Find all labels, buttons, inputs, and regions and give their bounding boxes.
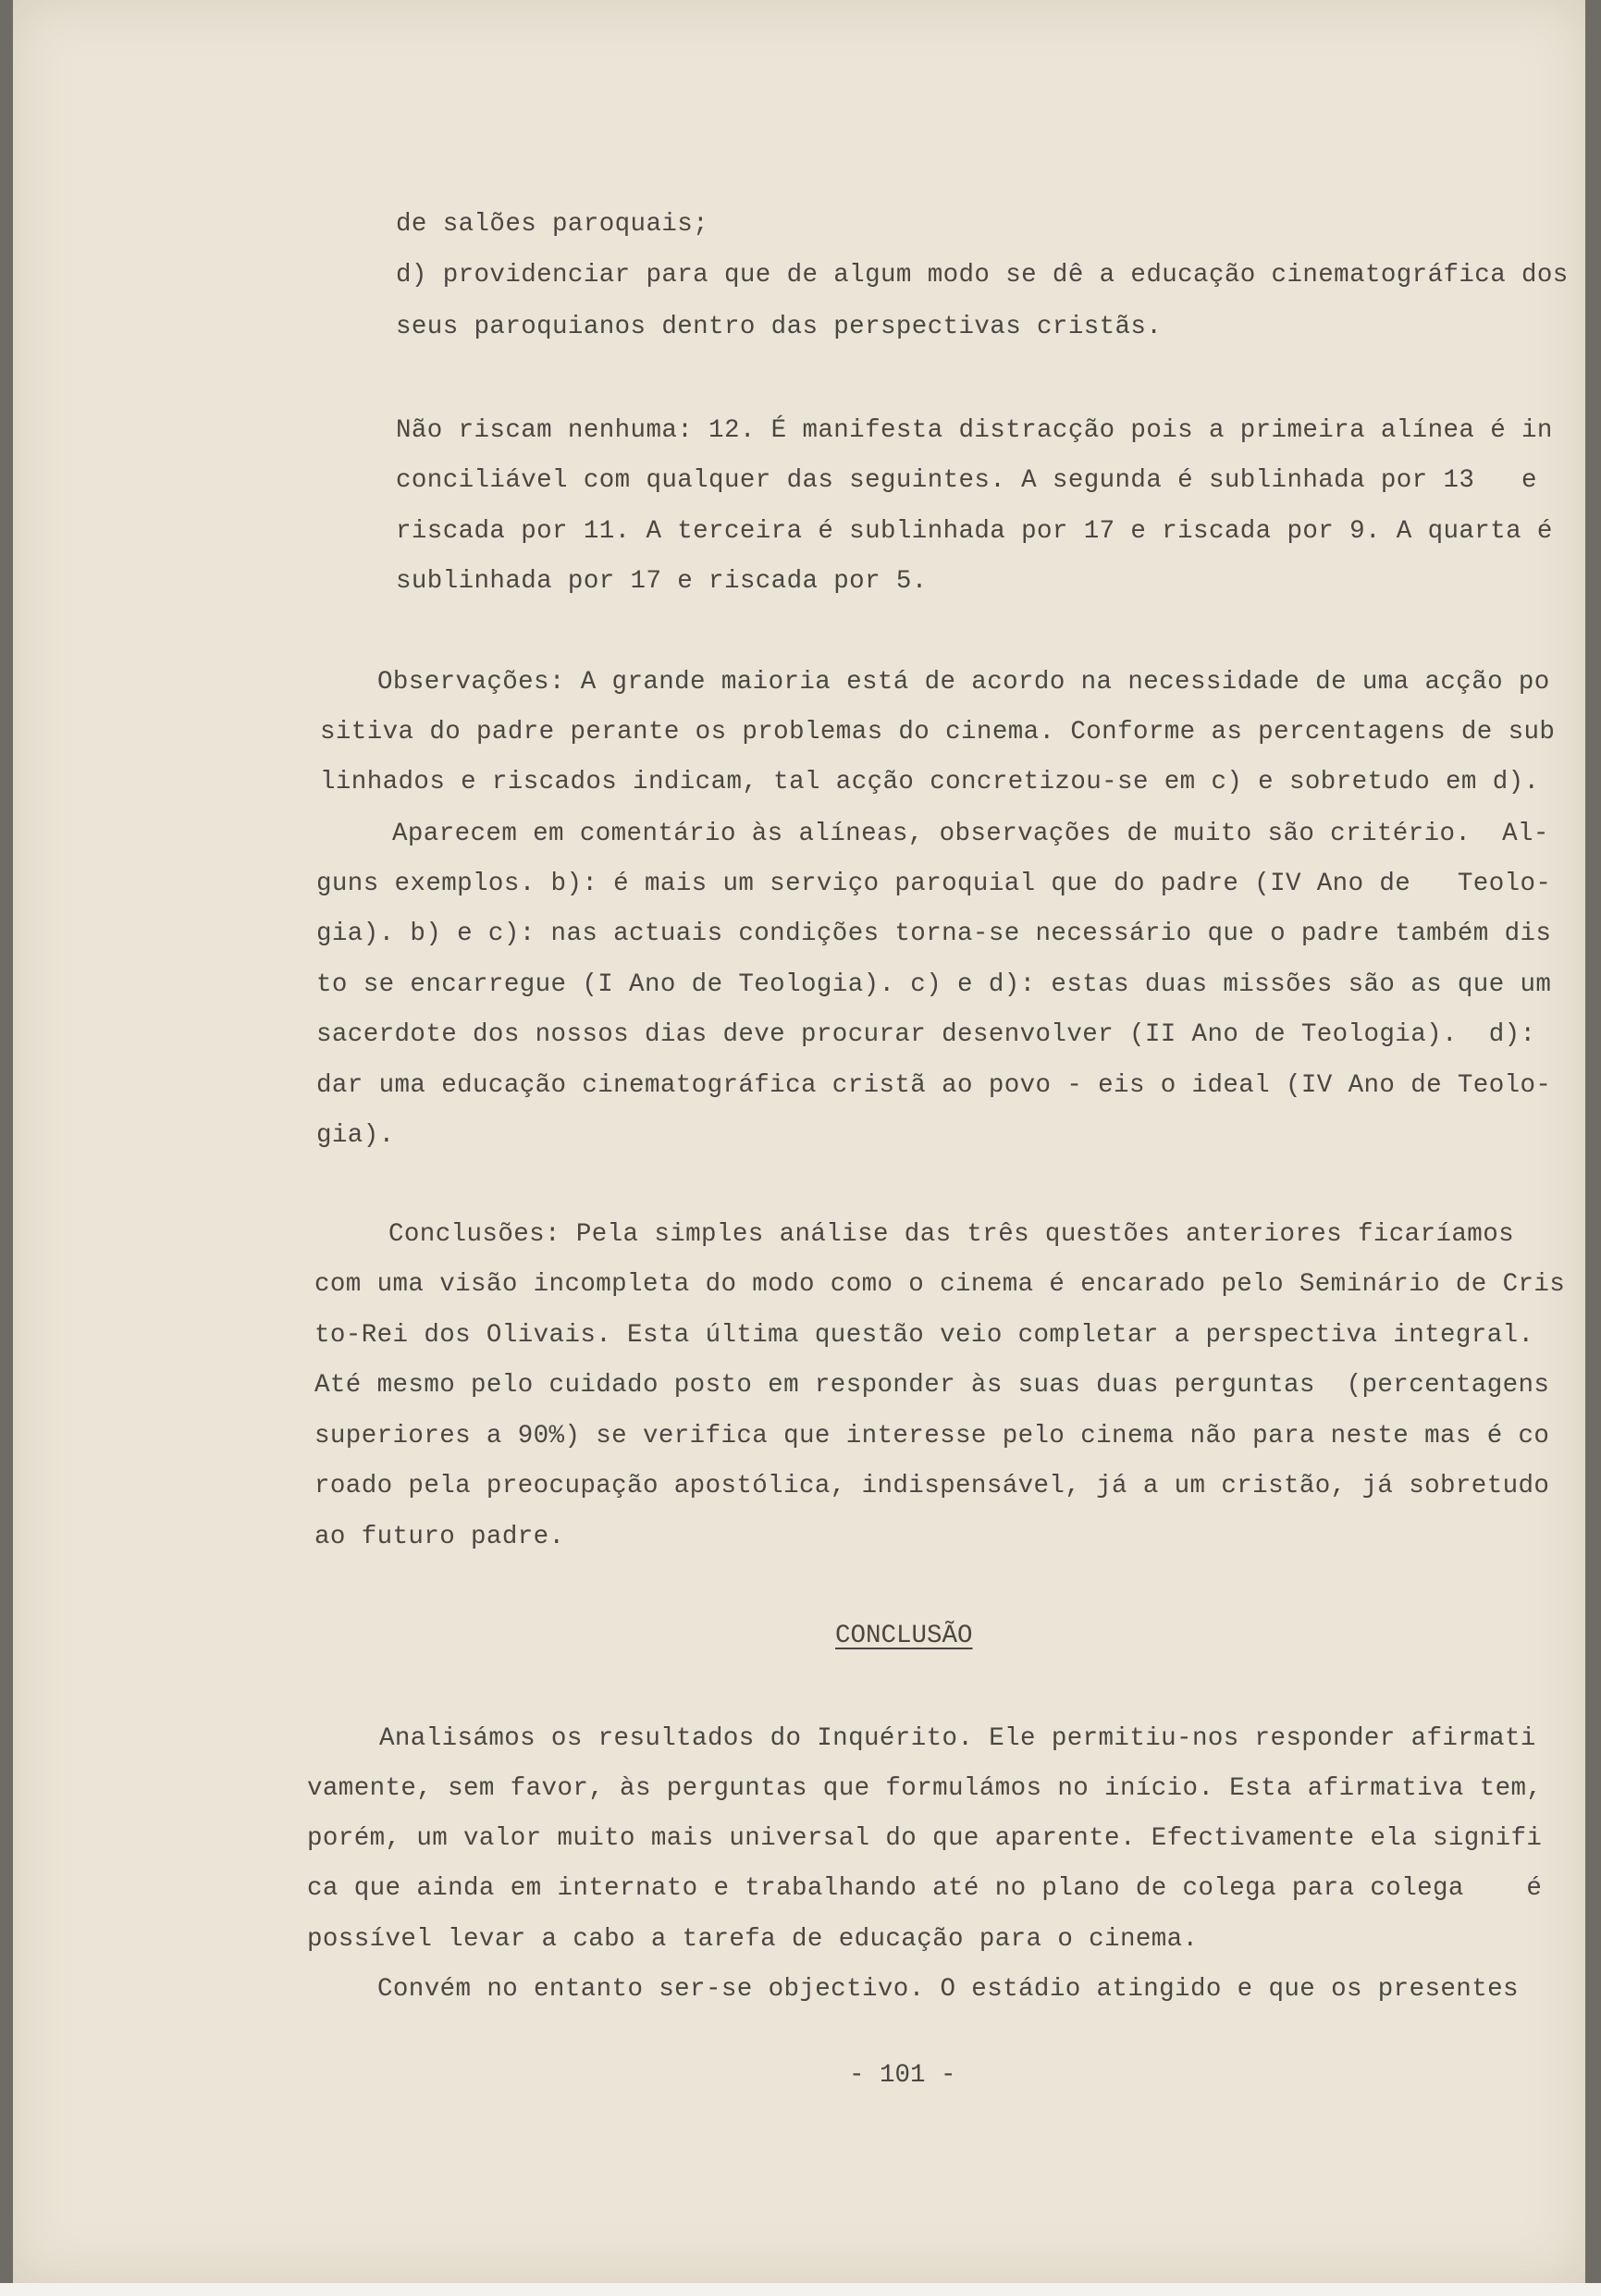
text-line: ao futuro padre.: [314, 1523, 565, 1551]
text-line: Não riscam nenhuma: 12. É manifesta distracção pois a primeira alínea é in: [396, 416, 1553, 445]
page-number: - 101 -: [849, 2061, 956, 2090]
text-line: sublinhada por 17 e riscada por 5.: [396, 567, 928, 596]
text-line: dar uma educação cinematográfica cristã ao povo - eis o ideal (IV Ano de Teolo-: [316, 1071, 1552, 1100]
text-line: Até mesmo pelo cuidado posto em responder às suas duas perguntas (percentagens: [314, 1371, 1550, 1400]
text-line: conciliável com qualquer das seguintes. A segunda é sublinhada por 13 e: [396, 466, 1537, 495]
text-line: seus paroquianos dentro das perspectivas cristãs.: [396, 313, 1163, 341]
text-line: porém, um valor muito mais universal do que aparente. Efectivamente ela signifi: [307, 1824, 1543, 1853]
text-line: Observações: A grande maioria está de acordo na necessidade de uma acção po: [377, 668, 1550, 697]
text-line: Conclusões: Pela simples análise das três questões anteriores ficaríamos: [388, 1220, 1514, 1249]
text-line: possível levar a cabo a tarefa de educação para o cinema.: [307, 1925, 1199, 1954]
text-line: Convém no entanto ser-se objectivo. O estádio atingido e que os presentes: [377, 1975, 1519, 2004]
text-line: sitiva do padre perante os problemas do cinema. Conforme as percentagens de sub: [320, 718, 1556, 747]
text-line: Analisámos os resultados do Inquérito. Ele permitiu-nos responder afirmati: [379, 1724, 1536, 1753]
page-edge: [0, 2283, 1601, 2296]
text-line: linhados e riscados indicam, tal acção concretizou-se em c) e sobretudo em d).: [320, 768, 1540, 796]
text-line: to se encarregue (I Ano de Teologia). c) e d): estas duas missões são as que um: [316, 970, 1552, 999]
text-line: vamente, sem favor, às perguntas que formulámos no início. Esta afirmativa tem,: [307, 1774, 1543, 1803]
text-line: riscada por 11. A terceira é sublinhada por 17 e riscada por 9. A quarta é: [396, 517, 1553, 546]
text-line: de salões paroquais;: [396, 210, 709, 239]
text-line: com uma visão incompleta do modo como o cinema é encarado pelo Seminário de Cris: [314, 1270, 1566, 1299]
text-line: sacerdote dos nossos dias deve procurar desenvolver (II Ano de Teologia). d):: [316, 1020, 1536, 1049]
text-line: gia). b) e c): nas actuais condições torna-se necessário que o padre também dis: [316, 920, 1552, 948]
text-line: superiores a 90%) se verifica que interesse pelo cinema não para neste mas é co: [314, 1422, 1550, 1450]
text-line: Aparecem em comentário às alíneas, observações de muito são critério. Al-: [392, 820, 1549, 848]
text-line: ca que ainda em internato e trabalhando até no plano de colega para colega é: [307, 1874, 1543, 1903]
text-line: d) providenciar para que de algum modo se dê a educação cinematográfica dos: [396, 261, 1569, 290]
text-line: guns exemplos. b): é mais um serviço paroquial que do padre (IV Ano de Teolo-: [316, 870, 1552, 898]
text-line: to-Rei dos Olivais. Esta última questão veio completar a perspectiva integral.: [314, 1321, 1534, 1350]
text-line: roado pela preocupação apostólica, indispensável, já a um cristão, já sobretudo: [314, 1472, 1550, 1500]
text-line: gia).: [316, 1121, 395, 1150]
section-heading: CONCLUSÃO: [835, 1622, 973, 1650]
